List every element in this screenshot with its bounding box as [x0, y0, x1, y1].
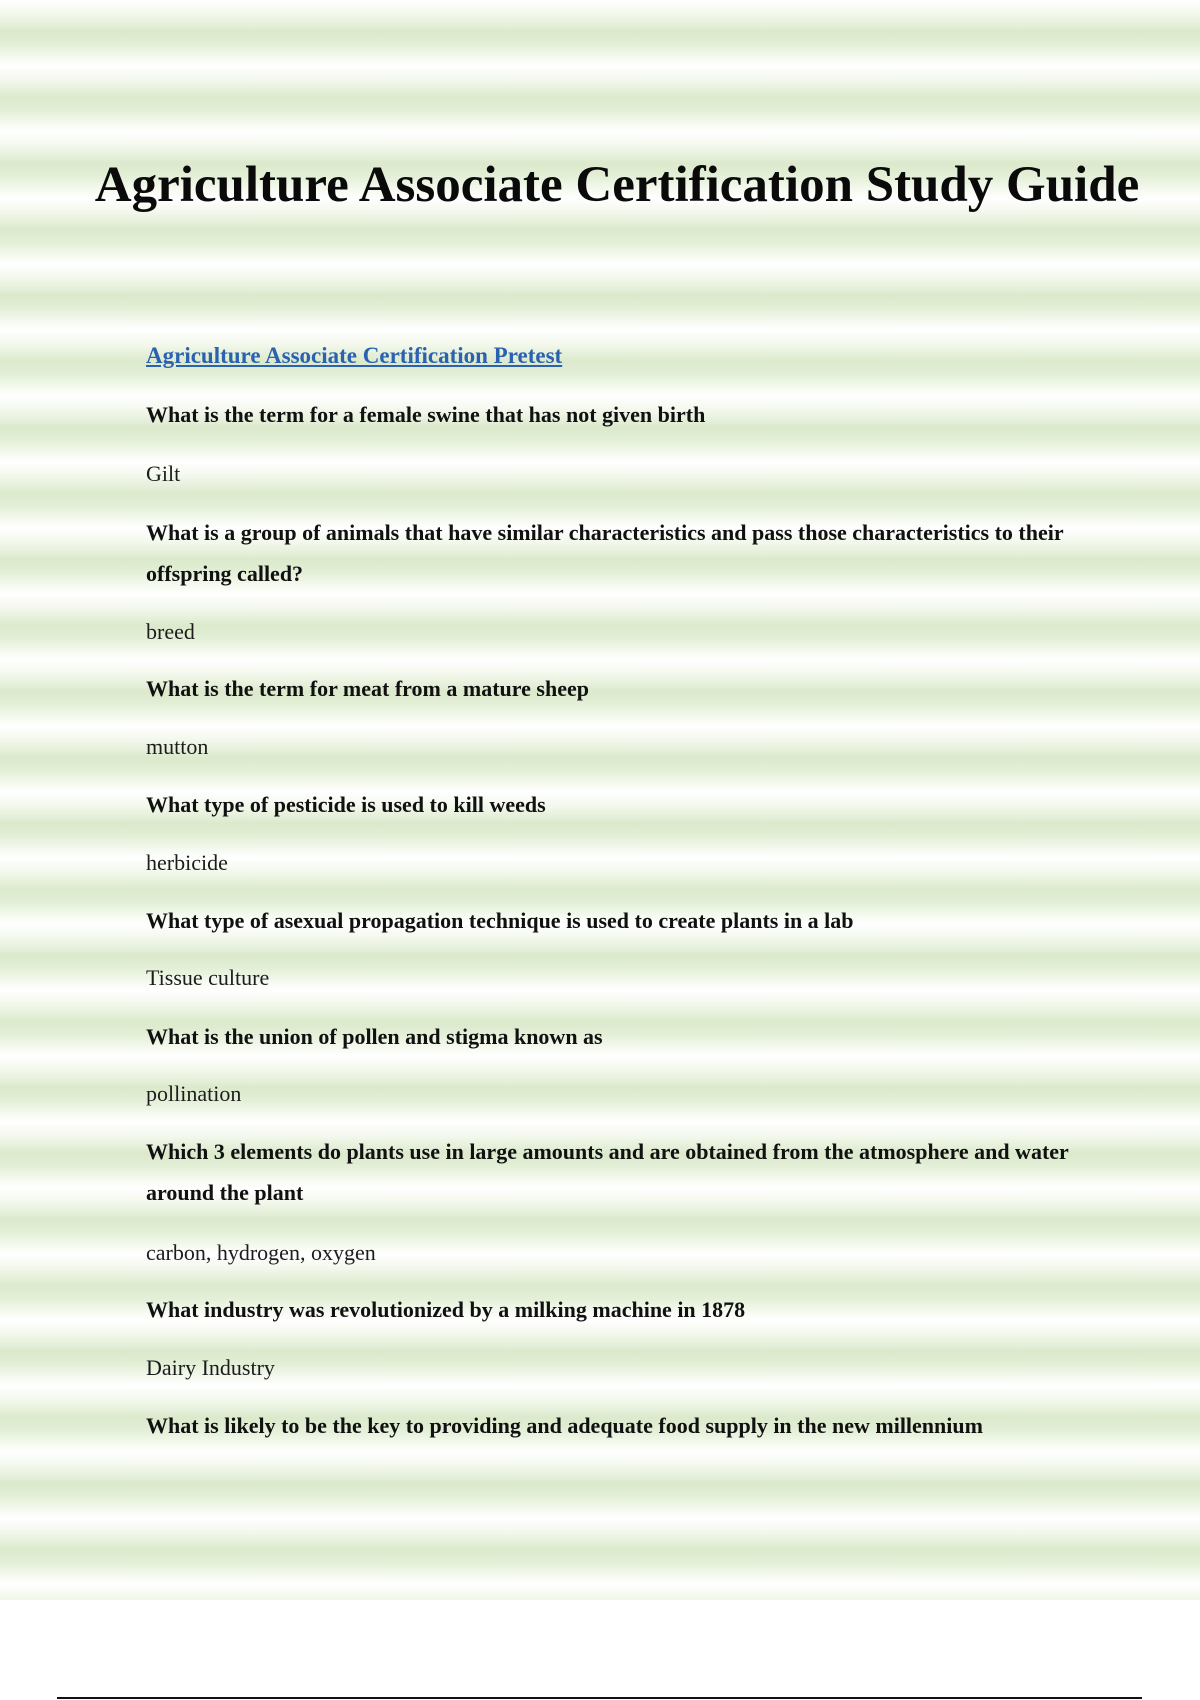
footer-divider: [57, 1697, 1142, 1699]
answer-1: Gilt: [146, 461, 181, 486]
question-3: What is the term for meat from a mature sheep: [146, 676, 589, 701]
answer-6: pollination: [146, 1081, 242, 1106]
document-title: Agriculture Associate Certification Study Guide: [94, 157, 1140, 213]
question-1: What is the term for a female swine that has not given birth: [146, 402, 706, 427]
answer-5: Tissue culture: [146, 965, 270, 990]
question-5: What type of asexual propagation technique is used to create plants in a lab: [146, 908, 854, 933]
answer-3: mutton: [146, 734, 209, 759]
question-9: What is likely to be the key to providing and adequate food supply in the new millennium: [146, 1413, 983, 1438]
question-7: Which 3 elements do plants use in large amounts and are obtained from the atmosphere and water around the plant: [146, 1139, 1069, 1205]
answer-8: Dairy Industry: [146, 1355, 275, 1380]
answer-7: carbon, hydrogen, oxygen: [146, 1240, 376, 1265]
answer-2: breed: [146, 619, 195, 644]
question-8: What industry was revolutionized by a milking machine in 1878: [146, 1297, 746, 1322]
answer-4: herbicide: [146, 850, 228, 875]
question-4: What type of pesticide is used to kill weeds: [146, 792, 546, 817]
pretest-link[interactable]: Agriculture Associate Certification Pretest: [146, 343, 563, 368]
question-2: What is a group of animals that have similar characteristics and pass those characteristics to their offspring called?: [146, 520, 1064, 586]
question-6: What is the union of pollen and stigma known as: [146, 1024, 603, 1049]
